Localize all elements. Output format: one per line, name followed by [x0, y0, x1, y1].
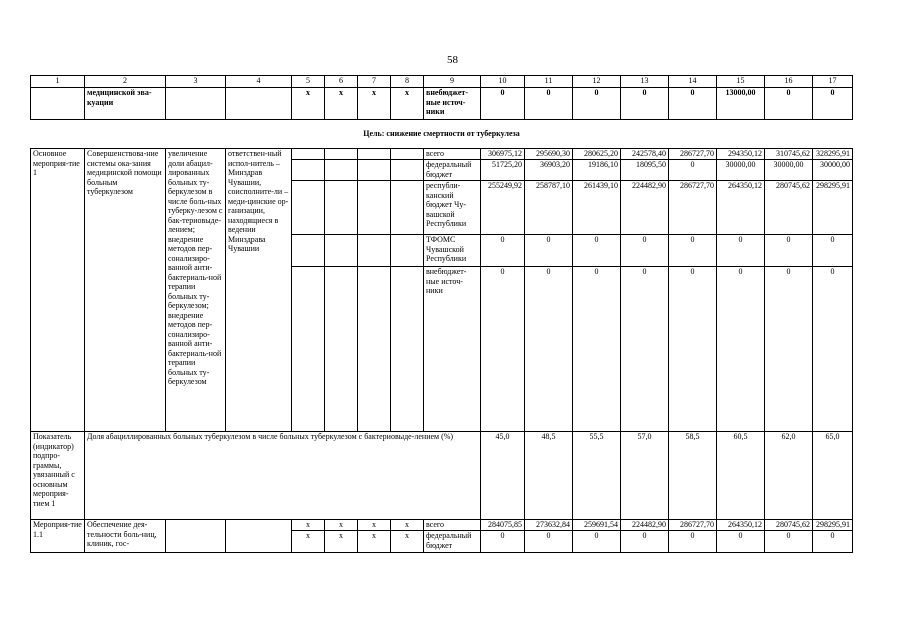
value-cell: 0	[481, 531, 525, 553]
header-cell: 17	[813, 76, 853, 88]
value-cell: 0	[525, 267, 573, 432]
value-cell: 0	[669, 88, 717, 120]
mark-cell: x	[391, 531, 424, 553]
value-cell: 328295,91	[813, 149, 853, 160]
value-cell: 0	[481, 88, 525, 120]
value-cell: 306975,12	[481, 149, 525, 160]
value-cell: 0	[573, 531, 621, 553]
cell	[391, 160, 424, 181]
mark-cell: x	[358, 88, 391, 120]
header-cell: 2	[85, 76, 166, 88]
value-cell: 0	[621, 235, 669, 267]
cell	[292, 235, 325, 267]
header-cell: 3	[166, 76, 226, 88]
mark-cell: x	[391, 88, 424, 120]
value-cell: 55,5	[573, 432, 621, 520]
goal-heading: Цель: снижение смертности от туберкулеза	[31, 120, 853, 149]
value-cell: 30000,00	[765, 160, 813, 181]
source-cell: федеральный бюджет	[424, 531, 481, 553]
header-cell: 9	[424, 76, 481, 88]
cell	[391, 181, 424, 235]
value-cell: 255249,92	[481, 181, 525, 235]
value-cell: 0	[813, 267, 853, 432]
value-cell: 286727,70	[669, 149, 717, 160]
value-cell: 0	[669, 267, 717, 432]
cell	[325, 160, 358, 181]
cell	[358, 160, 391, 181]
measure-executor: ответствен-ный испол-нитель – Минздрав Чувашии, соисполните-ли – меди-цинские ор-ганизации, находящиеся в ведении Минздрава Чувашии	[226, 149, 292, 432]
cell	[31, 88, 85, 120]
cell	[325, 149, 358, 160]
value-cell: 0	[765, 235, 813, 267]
indicator-description: Доля абациллированных больных туберкулезом в числе больных туберкулезом с бактериовыде-лением (%)	[85, 432, 481, 520]
value-cell: 310745,62	[765, 149, 813, 160]
value-cell: 65,0	[813, 432, 853, 520]
measure-label: Основное мероприя-тие 1	[31, 149, 85, 432]
value-cell: 264350,12	[717, 520, 765, 531]
value-cell: 30000,00	[717, 160, 765, 181]
mark-cell: x	[391, 520, 424, 531]
source-cell: федеральный бюджет	[424, 160, 481, 181]
value-cell: 294350,12	[717, 149, 765, 160]
cell	[358, 181, 391, 235]
cell	[358, 235, 391, 267]
measure-result: увеличение доли абацил-лированных больных ту-беркулезом в числе боль-ных туберку-лезом с бак-териовыде-лением; внедрение методов пер-сонализиро-ванной анти-бактериаль-ной терапии больных ту-беркулезом; внедрение методов пер-сонализиро-ванной анти-бактериаль-ной терапии больных ту-беркулезом	[166, 149, 226, 432]
header-cell: 12	[573, 76, 621, 88]
value-cell: 19186,10	[573, 160, 621, 181]
cell	[292, 160, 325, 181]
source-cell: внебюджет-ные источ-ники	[424, 88, 481, 120]
value-cell: 30000,00	[813, 160, 853, 181]
mark-cell: x	[292, 88, 325, 120]
value-cell: 284075,85	[481, 520, 525, 531]
cell	[226, 520, 292, 553]
value-cell: 48,5	[525, 432, 573, 520]
header-cell: 10	[481, 76, 525, 88]
cell	[325, 181, 358, 235]
header-cell: 15	[717, 76, 765, 88]
value-cell: 0	[669, 160, 717, 181]
value-cell: 36903,20	[525, 160, 573, 181]
cell	[292, 181, 325, 235]
header-cell: 16	[765, 76, 813, 88]
value-cell: 45,0	[481, 432, 525, 520]
value-cell: 58,5	[669, 432, 717, 520]
value-cell: 0	[765, 531, 813, 553]
measure-label: Мероприя-тие 1.1	[31, 520, 85, 553]
value-cell: 0	[813, 88, 853, 120]
header-cell: 13	[621, 76, 669, 88]
value-cell: 0	[765, 88, 813, 120]
value-cell: 280745,62	[765, 520, 813, 531]
table-row	[31, 149, 853, 160]
mark-cell: x	[358, 520, 391, 531]
value-cell: 0	[765, 267, 813, 432]
header-cell: 11	[525, 76, 573, 88]
value-cell: 51725,20	[481, 160, 525, 181]
value-cell: 264350,12	[717, 181, 765, 235]
cell	[391, 149, 424, 160]
value-cell: 259691,54	[573, 520, 621, 531]
mark-cell: x	[292, 531, 325, 553]
source-cell: ТФОМС Чувашской Республики	[424, 235, 481, 267]
value-cell: 0	[669, 531, 717, 553]
value-cell: 224482,90	[621, 520, 669, 531]
table-row	[31, 520, 853, 531]
value-cell: 0	[573, 267, 621, 432]
mark-cell: x	[292, 520, 325, 531]
mark-cell: x	[325, 531, 358, 553]
value-cell: 13000,00	[717, 88, 765, 120]
header-cell: 5	[292, 76, 325, 88]
page-number: 58	[447, 54, 458, 66]
header-row	[31, 76, 853, 88]
value-cell: 0	[573, 88, 621, 120]
source-cell: всего	[424, 520, 481, 531]
program-table	[30, 75, 853, 553]
header-cell: 7	[358, 76, 391, 88]
cell	[166, 88, 226, 120]
header-cell: 1	[31, 76, 85, 88]
table-row	[31, 88, 853, 120]
value-cell: 0	[813, 235, 853, 267]
value-cell: 0	[717, 267, 765, 432]
measure-description: Совершенствова-ние системы ока-зания медицинской помощи больным туберкулезом	[85, 149, 166, 432]
cell	[391, 267, 424, 432]
value-cell: 0	[813, 531, 853, 553]
measure-description: Обеспечение дея-тельности боль-ниц, клиник, гос-	[85, 520, 166, 553]
value-cell: 0	[621, 531, 669, 553]
cell: медицинской эва-куации	[85, 88, 166, 120]
value-cell: 0	[717, 235, 765, 267]
value-cell: 242578,40	[621, 149, 669, 160]
source-cell: республи-канский бюджет Чу-вашской Республики	[424, 181, 481, 235]
cell	[292, 267, 325, 432]
value-cell: 224482,90	[621, 181, 669, 235]
cell	[292, 149, 325, 160]
value-cell: 62,0	[765, 432, 813, 520]
header-cell: 6	[325, 76, 358, 88]
cell	[391, 235, 424, 267]
value-cell: 18095,50	[621, 160, 669, 181]
cell	[226, 88, 292, 120]
header-cell: 14	[669, 76, 717, 88]
cell	[358, 267, 391, 432]
source-cell: всего	[424, 149, 481, 160]
value-cell: 60,5	[717, 432, 765, 520]
value-cell: 286727,70	[669, 181, 717, 235]
value-cell: 0	[669, 235, 717, 267]
value-cell: 57,0	[621, 432, 669, 520]
header-cell: 8	[391, 76, 424, 88]
value-cell: 0	[525, 531, 573, 553]
indicator-label: Показатель (индикатор) подпро-граммы, увязанный с основным мероприя-тием 1	[31, 432, 85, 520]
value-cell: 0	[525, 88, 573, 120]
mark-cell: x	[325, 520, 358, 531]
value-cell: 258787,10	[525, 181, 573, 235]
value-cell: 295690,30	[525, 149, 573, 160]
value-cell: 280745,62	[765, 181, 813, 235]
mark-cell: x	[325, 88, 358, 120]
value-cell: 298295,91	[813, 181, 853, 235]
cell	[358, 149, 391, 160]
value-cell: 298295,91	[813, 520, 853, 531]
cell	[325, 235, 358, 267]
goal-row	[31, 120, 853, 149]
value-cell: 0	[621, 267, 669, 432]
value-cell: 0	[525, 235, 573, 267]
indicator-row	[31, 432, 853, 520]
value-cell: 0	[481, 267, 525, 432]
value-cell: 0	[573, 235, 621, 267]
value-cell: 273632,84	[525, 520, 573, 531]
cell	[166, 520, 226, 553]
value-cell: 261439,10	[573, 181, 621, 235]
mark-cell: x	[358, 531, 391, 553]
header-cell: 4	[226, 76, 292, 88]
value-cell: 0	[621, 88, 669, 120]
value-cell: 0	[717, 531, 765, 553]
cell	[325, 267, 358, 432]
value-cell: 280625,20	[573, 149, 621, 160]
source-cell: внебюджет-ные источ-ники	[424, 267, 481, 432]
value-cell: 0	[481, 235, 525, 267]
value-cell: 286727,70	[669, 520, 717, 531]
